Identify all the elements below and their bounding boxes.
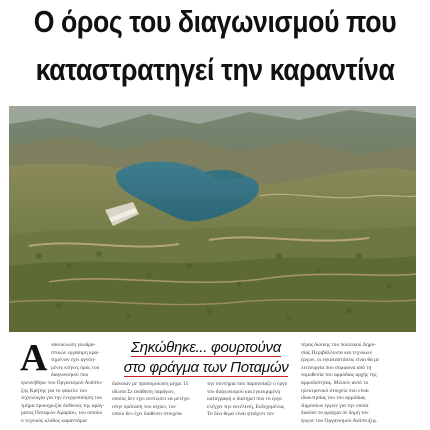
column-3-line: καταγραφή ο διατηρεί που το έργο xyxy=(207,396,282,403)
headline-line-1: Ο όρος του διαγωνισμού που xyxy=(33,4,397,39)
dam-reservoir-photo xyxy=(9,106,416,332)
subtitle-line-1-text: Σηκώθηκε... φουρτούνα xyxy=(131,339,281,356)
column-1-line: διαγωνισμού που xyxy=(51,372,89,379)
article-dropcap: Α xyxy=(20,337,48,379)
column-3-line: του διαγωνισμού και εγκεκριμένη xyxy=(207,388,281,395)
column-4-line: διαλύει το φράγμα σε δομή τον xyxy=(301,410,369,417)
column-1-line: ματος Ποταμών Αμαρίου, του οποίου xyxy=(21,410,103,417)
column-2-line: οποίο δεν έχει διαθέσει στοιχεία xyxy=(112,411,182,418)
column-4-line: τέρας διοίκης του πολιτικού Δημο- xyxy=(301,342,377,348)
article-subtitle xyxy=(110,338,302,380)
column-2-line: στην πρόταση του ισχύει, τον xyxy=(112,403,176,410)
headline-line-2: καταστρατηγεί την καραντίνα xyxy=(35,52,395,87)
column-4-line: έργων, οι εγκαταστάσεις είναι θα με xyxy=(301,357,380,364)
subtitle-line-1 xyxy=(110,338,302,358)
column-3-line: ελέγχει την εκτέλεση, Ενδεχομένως xyxy=(207,403,285,410)
column-2-line: οποίος δεν έχει εκπτώσει να μετέχει xyxy=(112,396,190,403)
article-column-1 xyxy=(20,337,107,430)
column-4-line: ηλεκτρονικό στοιχείο που είναι xyxy=(301,387,369,394)
column-3-line: την συντήρια που παρουσίαζε ο έργο xyxy=(207,381,288,387)
article-column-3 xyxy=(207,381,300,430)
column-1-line: μένες κτήνες όρος του xyxy=(51,364,100,371)
column-1-line: στικών εργάσιμη κρα- xyxy=(51,349,100,356)
column-1-line: ο τεχνικός κλάδος καραντάρια xyxy=(21,417,87,424)
column-1-line: τημένων έχει αγνόη- xyxy=(51,357,96,364)
column-1-line: νακύκλωση γεωδρα- xyxy=(51,342,96,348)
column-4-line: σίας Περιβάλλοντα και τεχνικών xyxy=(301,349,372,356)
column-3-line: Το όλα θεμα είναι φτιάχνει τον xyxy=(207,411,274,418)
column-4-line: έργων του Οργανισμού Ανάπτυξης. xyxy=(301,417,378,424)
subtitle-line-2 xyxy=(110,358,302,378)
subtitle-line-2-text: στο φράγμα των Ποταμών xyxy=(123,359,289,376)
column-1-line: τμήμα προκηρυξία διεθνούς της φράγ- xyxy=(21,402,105,409)
column-4-line: ιδιοκτησίας του του αρμόδιας xyxy=(301,395,366,402)
column-4-line: λειτουργία που σύμφωνα από τη xyxy=(301,364,372,371)
column-1-line: τεχνολογία για την ενεργοποίηση του xyxy=(21,395,103,402)
column-2-line: ιδίωτα Σε ανάθεση παράγων, xyxy=(112,388,175,395)
article-column-4 xyxy=(301,342,413,430)
column-4-line: νομοθεσία του αρμόδιας αρχής της xyxy=(301,372,377,379)
column-2-line: διάνοιαν με προσομοίωση μέχρι 15 xyxy=(112,381,189,387)
column-4-line: αρμοδιότητας. Μιλούν αυτό το xyxy=(301,379,369,386)
column-1-line: ξης Κρήτης για το φάκελο του xyxy=(21,387,87,394)
article-column-2 xyxy=(112,381,205,430)
column-4-line: Δημοσίων έργων για την οποία xyxy=(301,402,369,409)
column-1-line: ερευνήθηκε του Οργανισμού Ανάπτυ- xyxy=(21,379,103,386)
